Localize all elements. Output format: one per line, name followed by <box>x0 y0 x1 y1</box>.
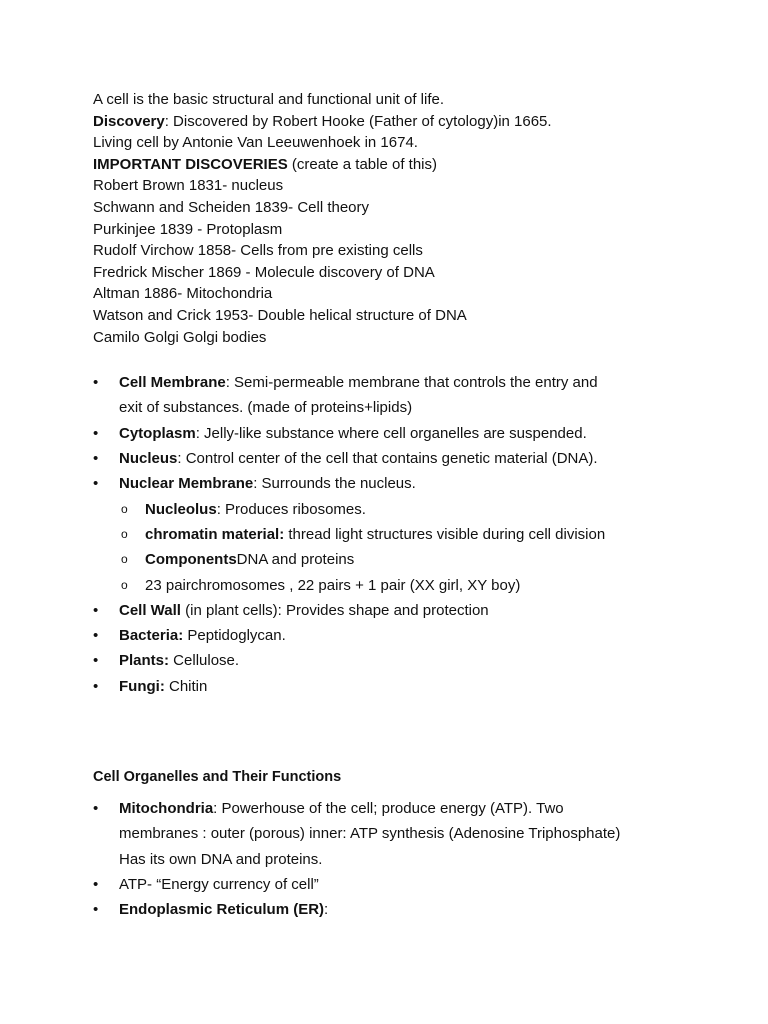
discovery-item: Altman 1886- Mitochondria <box>93 285 273 303</box>
item-text: ATP- “Energy currency of cell” <box>119 875 319 893</box>
discovery-item: Purkinjee 1839 - Protoplasm <box>93 220 283 238</box>
item-label: Endoplasmic Reticulum (ER) <box>119 901 325 919</box>
bullet-marker: • <box>93 677 99 695</box>
item-text: : <box>324 901 329 919</box>
item-label: Fungi: <box>119 677 165 695</box>
bullet-marker: • <box>93 875 99 893</box>
item-label: Nucleus <box>119 450 178 468</box>
discovery-item: Rudolf Virchow 1858- Cells from pre existing cells <box>93 242 423 260</box>
list-item <box>93 598 693 623</box>
bullet-marker: • <box>93 799 99 817</box>
intro-section <box>93 89 693 348</box>
bullet-marker: • <box>93 424 99 442</box>
item-text: Has its own DNA and proteins. <box>119 850 323 868</box>
item-label: chromatin material: <box>145 525 285 543</box>
discovery-item: Robert Brown 1831- nucleus <box>93 177 284 195</box>
list-item <box>93 623 693 648</box>
discovery-text: : Discovered by Robert Hooke (Father of cytology)in 1665. <box>164 112 552 130</box>
bullet-marker: • <box>93 652 99 670</box>
section-title: Cell Organelles and Their Functions <box>93 768 342 785</box>
item-text: Cellulose. <box>169 652 240 670</box>
discovery-item: Schwann and Scheiden 1839- Cell theory <box>93 198 370 216</box>
item-label: Components <box>145 551 237 569</box>
item-text: : Semi-permeable membrane that controls the entry and <box>225 374 598 392</box>
discovery-line <box>93 111 693 133</box>
sub-bullet-marker: o <box>121 577 128 592</box>
item-text: : Jelly-like substance where cell organelles are suspended. <box>195 424 587 442</box>
list-item <box>93 421 693 446</box>
document-page <box>93 89 693 922</box>
item-text: DNA and proteins <box>236 551 355 569</box>
discovery-label: Discovery <box>93 112 165 130</box>
item-text: (in plant cells): Provides shape and protection <box>180 601 489 619</box>
item-label: Mitochondria <box>119 799 214 817</box>
bullet-marker: • <box>93 475 99 493</box>
list-item-continuation <box>93 821 693 846</box>
intro-line: A cell is the basic structural and functional unit of life. <box>93 91 445 108</box>
list-item <box>93 796 693 821</box>
cell-parts-list <box>93 370 693 699</box>
item-text: : Powerhouse of the cell; produce energy (ATP). Two <box>213 799 564 817</box>
item-text: exit of substances. (made of proteins+lipids) <box>119 399 413 417</box>
important-label: IMPORTANT DISCOVERIES <box>93 155 288 173</box>
list-item <box>93 446 693 471</box>
list-item-continuation <box>93 847 693 872</box>
bullet-marker: • <box>93 450 99 468</box>
list-item <box>93 674 693 699</box>
sub-list-item <box>93 522 693 547</box>
item-text: : Surrounds the nucleus. <box>253 475 416 493</box>
item-text: thread light structures visible during cell division <box>284 525 606 543</box>
item-label: Cell Wall <box>119 601 181 619</box>
sub-bullet-marker: o <box>121 501 128 516</box>
discovery-item: Watson and Crick 1953- Double helical structure of DNA <box>93 306 467 324</box>
list-item <box>93 897 693 922</box>
list-item <box>93 872 693 897</box>
list-item <box>93 648 693 673</box>
list-item <box>93 471 693 496</box>
item-label: Cell Membrane <box>119 374 226 392</box>
organelles-list <box>93 796 693 922</box>
important-line <box>93 154 693 176</box>
item-text: Chitin <box>164 677 208 695</box>
bullet-marker: • <box>93 601 99 619</box>
list-item-continuation <box>93 395 693 420</box>
item-label: Nuclear Membrane <box>119 475 254 493</box>
item-text: membranes : outer (porous) inner: ATP synthesis (Adenosine Triphosphate) <box>119 825 621 843</box>
living-cell-line: Living cell by Antonie Van Leeuwenhoek in 1674. <box>93 134 418 152</box>
item-label: Nucleolus <box>145 500 217 518</box>
bullet-marker: • <box>93 901 99 919</box>
important-note: (create a table of this) <box>287 155 437 173</box>
item-label: Plants: <box>119 652 170 670</box>
item-label: Bacteria: <box>119 627 184 645</box>
sub-list-item <box>93 497 693 522</box>
discovery-item: Fredrick Mischer 1869 - Molecule discovery of DNA <box>93 263 435 281</box>
bullet-marker: • <box>93 627 99 645</box>
item-text: : Produces ribosomes. <box>216 500 366 518</box>
sub-bullet-marker: o <box>121 552 128 567</box>
sub-bullet-marker: o <box>121 526 128 541</box>
item-text: 23 pairchromosomes , 22 pairs + 1 pair (XX girl, XY boy) <box>145 576 521 594</box>
item-text: : Control center of the cell that contains genetic material (DNA). <box>177 450 598 468</box>
sub-list-item <box>93 573 693 598</box>
sub-list-item <box>93 547 693 572</box>
discovery-item: Camilo Golgi Golgi bodies <box>93 328 267 346</box>
bullet-marker: • <box>93 374 99 392</box>
item-text: Peptidoglycan. <box>183 627 286 645</box>
list-item <box>93 370 693 395</box>
item-label: Cytoplasm <box>119 424 196 442</box>
